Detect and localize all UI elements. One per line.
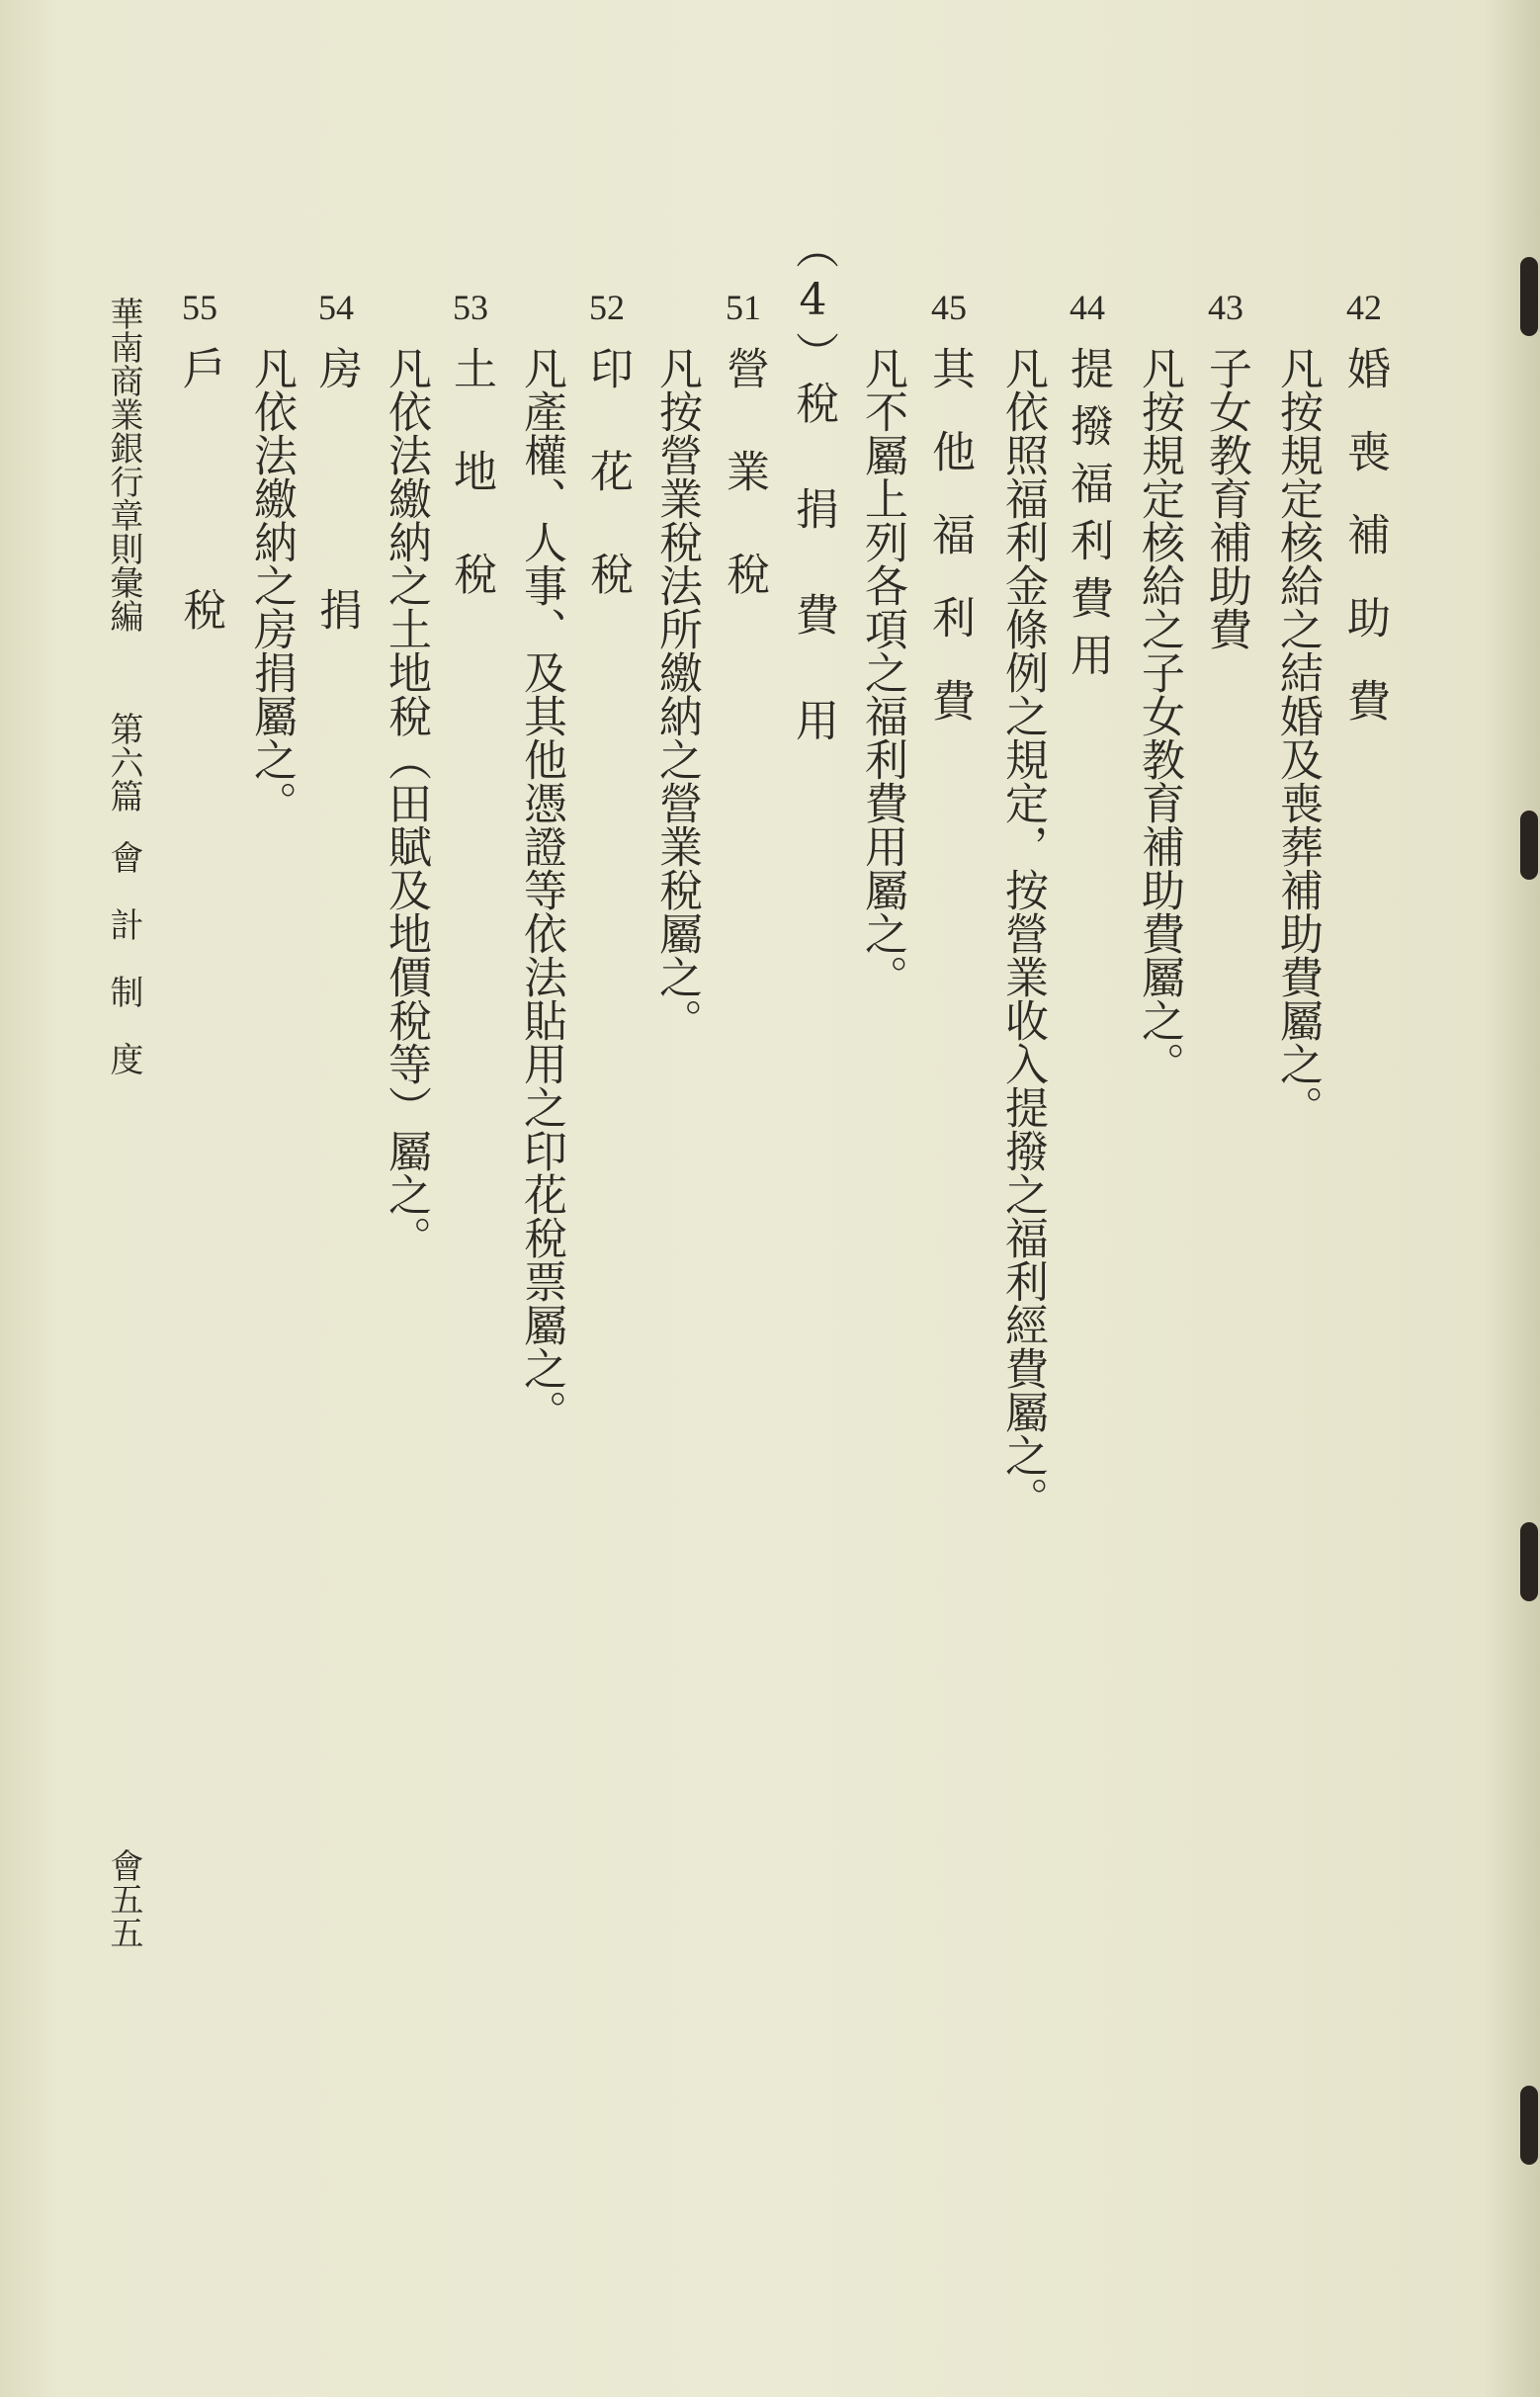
item-number: 51 xyxy=(726,288,761,327)
item-title: 房捐 xyxy=(311,346,362,828)
item-title: 其他福利費 xyxy=(924,346,975,761)
item-body: 凡按營業稅法所繳納之營業稅屬之。 xyxy=(651,346,702,1042)
section-header: （4）稅 捐 費 用 xyxy=(788,225,838,747)
item-number: 45 xyxy=(931,288,967,327)
item-number: 42 xyxy=(1346,288,1382,327)
item-number: 55 xyxy=(182,288,217,327)
chapter-label: 第六篇 xyxy=(104,712,143,813)
item-title: 婚喪補助費 xyxy=(1339,346,1390,761)
item-title: 印花稅 xyxy=(582,346,633,654)
page-number: 會五五 xyxy=(104,1848,143,1949)
item-body: 凡依法繳納之房捐屬之。 xyxy=(246,346,297,824)
chapter-name: 會計制度 xyxy=(104,840,143,1109)
item-body: 凡依法繳納之土地稅（田賦及地價稅等）屬之。 xyxy=(381,346,431,1259)
item-number: 44 xyxy=(1069,288,1105,327)
item-number: 52 xyxy=(589,288,625,327)
item-title: 提撥福利費用 xyxy=(1063,346,1113,690)
item-body: 凡依照福利金條例之規定，按營業收入提撥之福利經費屬之。 xyxy=(997,346,1048,1520)
item-number: 43 xyxy=(1208,288,1243,327)
item-body: 凡不屬上列各項之福利費用屬之。 xyxy=(857,346,907,998)
binding-hole xyxy=(1520,1522,1538,1601)
item-body: 凡按規定核給之結婚及喪葬補助費屬之。 xyxy=(1272,346,1323,1129)
item-title: 營業稅 xyxy=(719,346,769,654)
binding-hole xyxy=(1520,811,1538,880)
binding-hole xyxy=(1520,257,1538,336)
item-title: 子女教育補助費 xyxy=(1201,346,1251,650)
item-body: 凡產權、人事、及其他憑證等依法貼用之印花稅票屬之。 xyxy=(516,346,566,1433)
item-number: 54 xyxy=(318,288,354,327)
binding-hole xyxy=(1520,2086,1538,2165)
item-title: 土地稅 xyxy=(446,346,496,654)
item-body: 凡按規定核給之子女教育補助費屬之。 xyxy=(1134,346,1184,1085)
book-title: 華南商業銀行章則彙編 xyxy=(104,297,143,633)
item-number: 53 xyxy=(453,288,488,327)
item-title: 戶稅 xyxy=(175,346,225,828)
